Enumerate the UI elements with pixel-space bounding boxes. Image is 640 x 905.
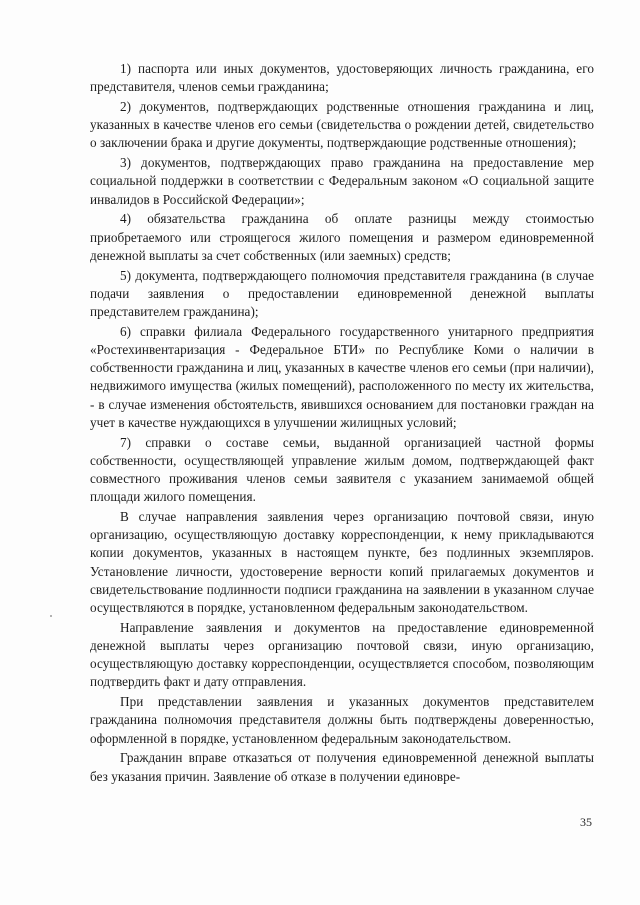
paragraph-postal-submission: В случае направления заявления через организацию почтовой связи, иную организацию, осуществляющую доставку корреспонденции, к нему прикладываются копии документов, указанных в настоящем пункте, без подлинных экземпляров. Установление личности, удостоверение верности копий прилагаемых документов и свидетельствование подлинности подписи гражданина на заявлении в указанном случае осуществляются в порядке, установленном федеральным законодательством.	[90, 509, 594, 616]
paragraph-item-7: 7) справки о составе семьи, выданной организацией частной формы собственности, осуществляющей управление жилым домом, подтверждающей факт совместного проживания членов семьи заявителя с указанием занимаемой общей площади жилого помещения.	[90, 434, 594, 505]
paragraph-item-6: 6) справки филиала Федерального государственного унитарного предприятия «Ростехинвентаризация - Федеральное БТИ» по Республике Коми о наличии в собственности гражданина и лиц, указанных в качестве членов его семьи (при наличии), недвижимого имущества (жилых помещений), расположенного по месту их жительства, - в случае изменения обстоятельств, явившихся основанием для постановки граждан на учет в качестве нуждающихся в улучшении жилищных условий;	[90, 323, 594, 430]
paragraph-item-5: 5) документа, подтверждающего полномочия представителя гражданина (в случае подачи заявления о предоставлении единовременной денежной выплаты представителем гражданина);	[90, 267, 594, 320]
paragraph-item-1: 1) паспорта или иных документов, удостоверяющих личность гражданина, его представителя, членов семьи гражданина;	[90, 61, 594, 95]
paragraph-refusal: Гражданин вправе отказаться от получения единовременной денежной выплаты без указания причин. Заявление об отказе в получении единовре-	[90, 750, 594, 784]
paragraph-item-2: 2) документов, подтверждающих родственные отношения гражданина и лиц, указанных в качестве членов его семьи (свидетельства о рождении детей, свидетельство о заключении брака и другие документы, подтверждающие родственные отношения);	[90, 99, 594, 151]
paragraph-item-4: 4) обязательства гражданина об оплате разницы между стоимостью приобретаемого или строящегося жилого помещения и размером единовременной денежной выплаты за счет собственных (или заемных) средств;	[90, 211, 594, 263]
page-number: 35	[580, 815, 592, 829]
document-body	[90, 60, 594, 787]
scan-speck	[50, 615, 52, 617]
paragraph-representative: При представлении заявления и указанных документов представителем гражданина полномочия представителя должны быть подтверждены доверенностью, оформленной в порядке, установленном федеральным законодательством.	[90, 694, 594, 746]
paragraph-postal-method: Направление заявления и документов на предоставление единовременной денежной выплаты через организацию почтовой связи, иную организацию, осуществляющую доставку корреспонденции, осуществляется способом, позволяющим подтвердить факт и дату отправления.	[90, 619, 594, 690]
paragraph-item-3: 3) документов, подтверждающих право гражданина на предоставление мер социальной поддержки в соответствии с Федеральным законом «О социальной защите инвалидов в Российской Федерации»;	[90, 155, 594, 207]
